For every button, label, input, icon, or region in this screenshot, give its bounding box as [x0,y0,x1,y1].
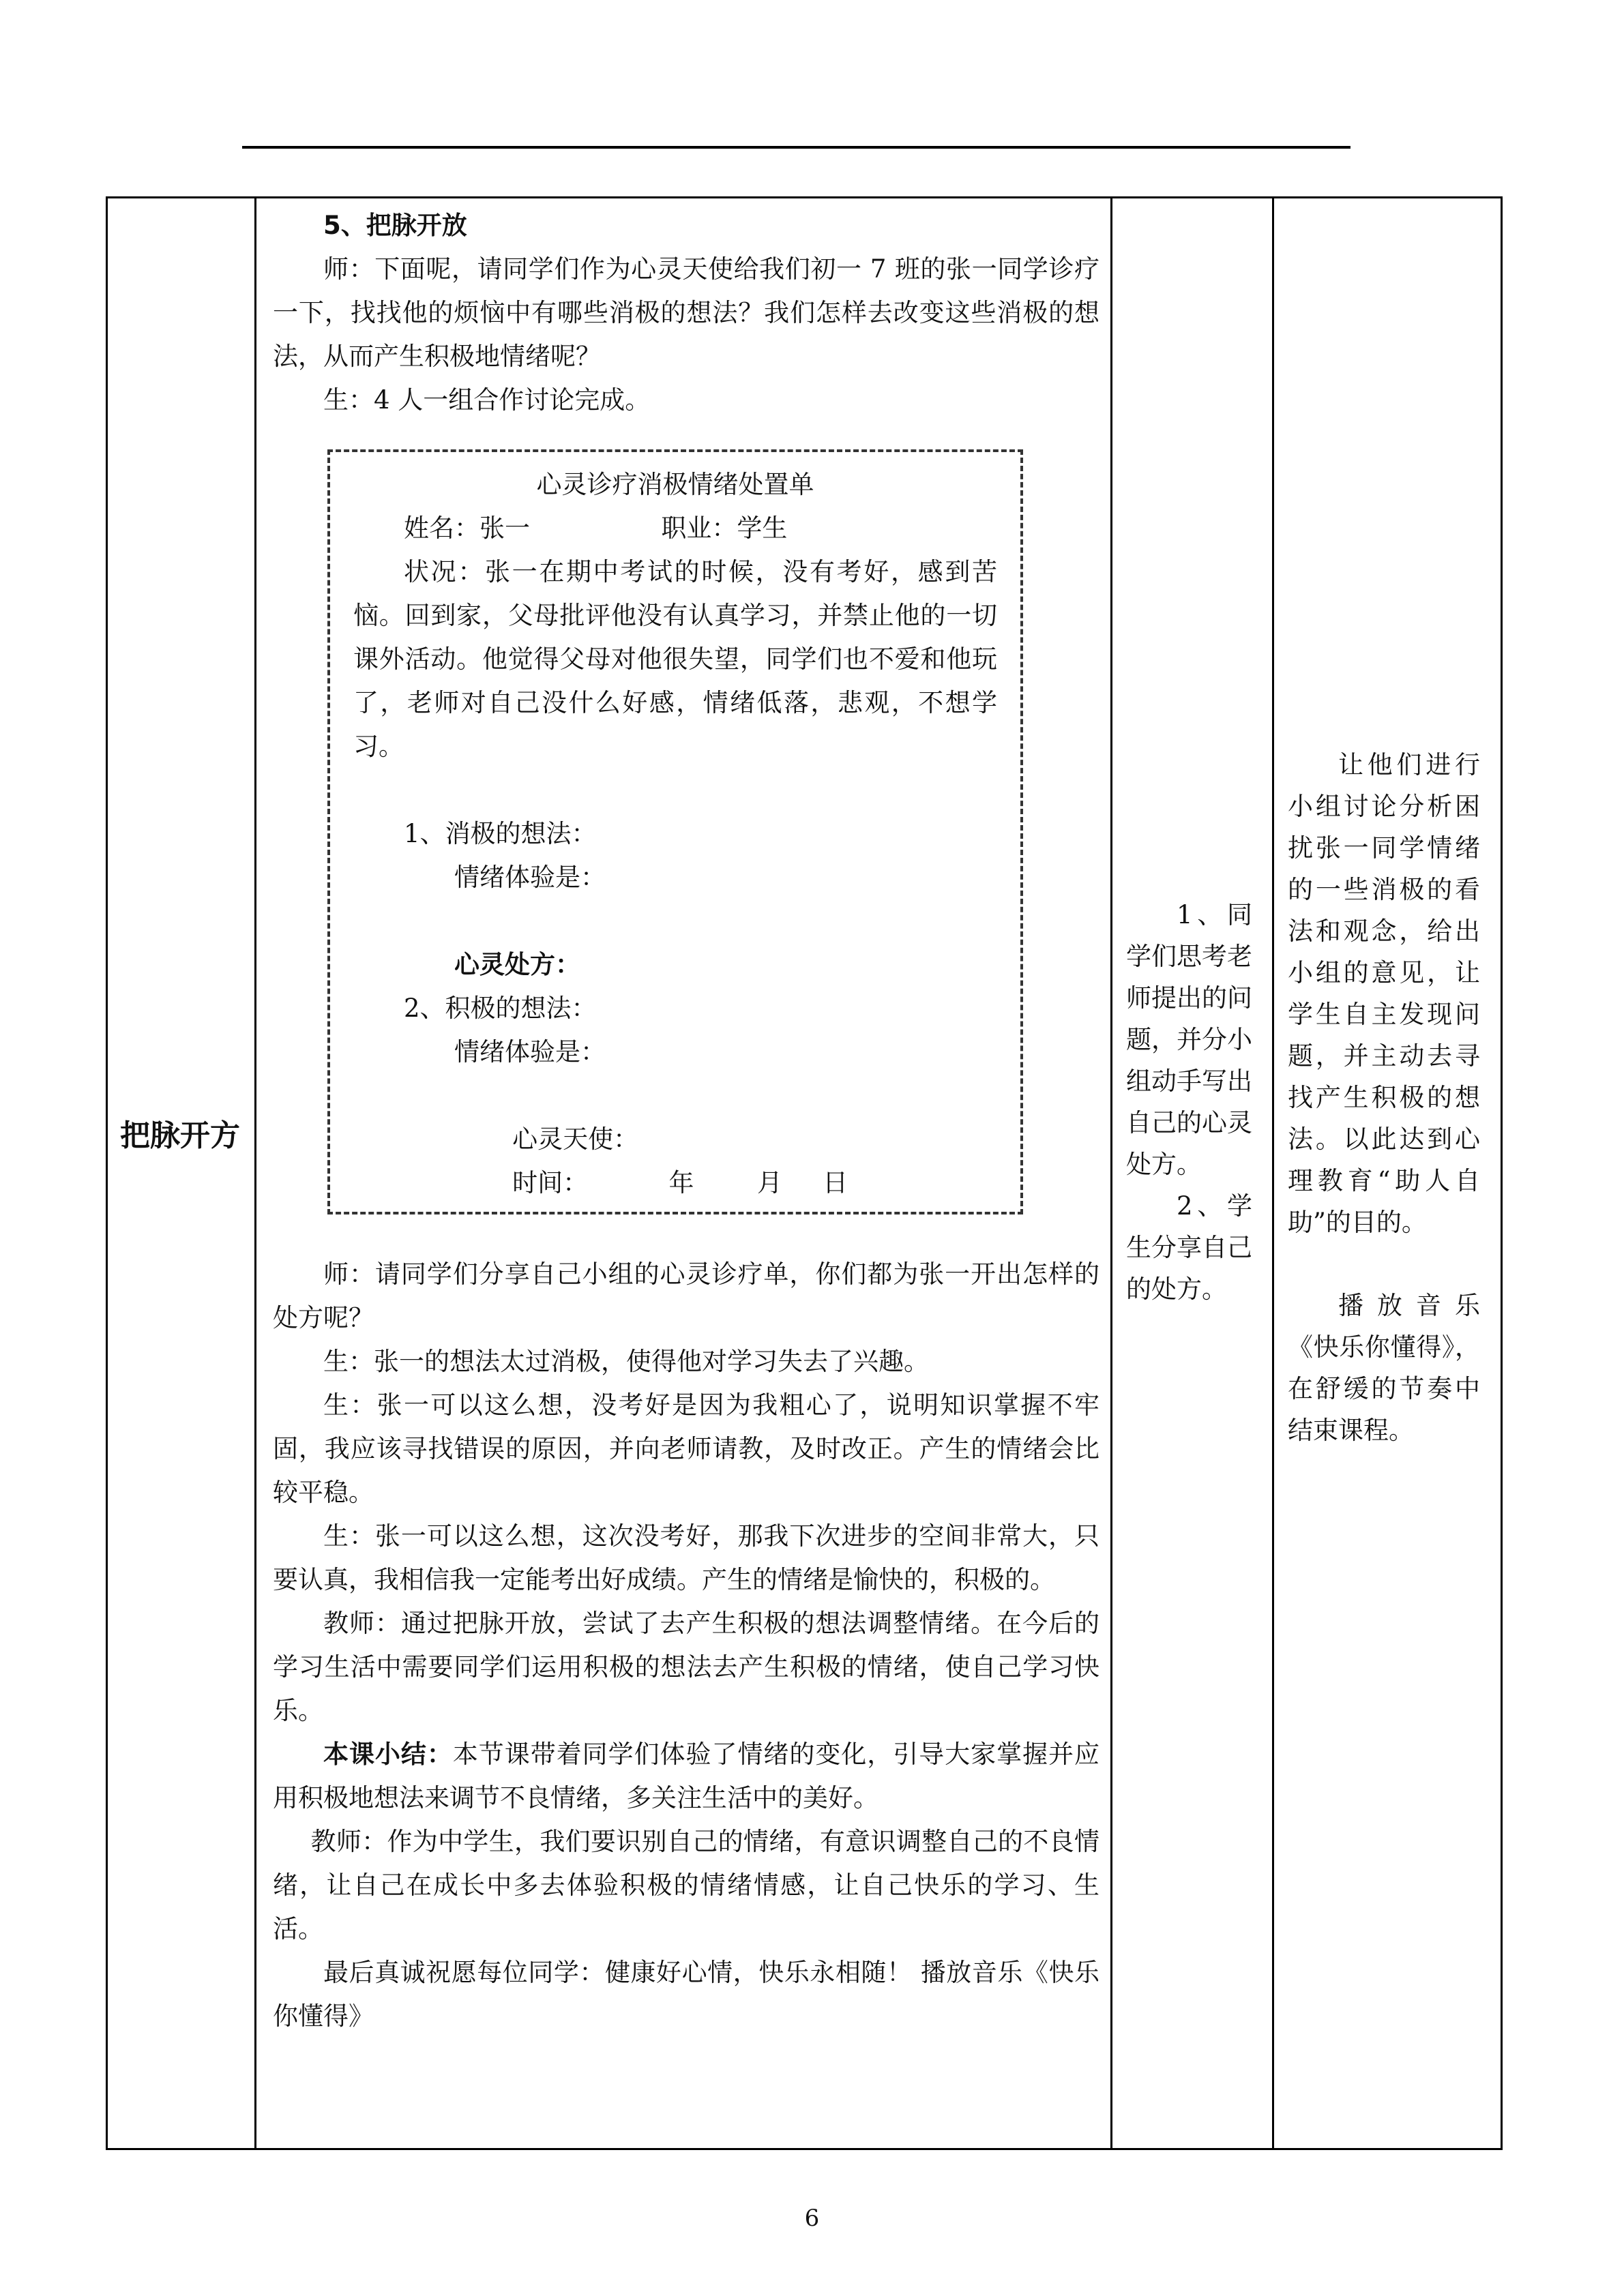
design-intent-item: 让他们进行小组讨论分析困扰张一同学情绪的一些消极的看法和观念，给出小组的意见，让学生自主发现问题，并主动去寻找产生积极的想法。以此达到心理教育“助人自助”的目的。 [1288,750,1480,1237]
paragraph: 生：张一可以这么想，这次没考好，那我下次进步的空间非常大，只要认真，我相信我一定能考出好成绩。产生的情绪是愉快的，积极的。 [273,1521,1099,1594]
paragraph: 师：下面呢，请同学们作为心灵天使给我们初一 7 班的张一同学诊疗一下，找找他的烦恼中有哪些消极的想法？我们怎样去改变这些消极的想法，从而产生积极地情绪呢？ [273,254,1099,371]
form-job: 职业：学生 [661,513,788,543]
paragraph: 生：张一可以这么想，没考好是因为我粗心了，说明知识掌握不牢固，我应该寻找错误的原因，并向老师请教，及时改正。产生的情绪会比较平稳。 [273,1390,1099,1507]
form-status: 状况：张一在期中考试的时候，没有考好，感到苦恼。回到家，父母批评他没有认真学习，并禁止他的一切课外活动。他觉得父母对他很失望，同学们也不爱和他玩了，老师对自己没什么好感，情绪低落，悲观，不想学习。 [353,557,997,761]
form-prescription: 心灵处方： [454,950,580,979]
form-q1: 1、消极的想法： [404,819,597,848]
segment-label: 把脉开方 [120,1118,240,1153]
form-name: 姓名：张一 [404,513,530,543]
form-time-row [353,1161,997,1205]
segment-column [108,198,256,2148]
design-intent [1288,744,1480,1451]
form-q2-experience: 情绪体验是： [454,1037,606,1067]
paragraph: 教师：作为中学生，我们要识别自己的情绪，有意识调整自己的不良情绪，让自己在成长中多去体验积极的情绪情感，让自己快乐的学习、生活。 [273,1827,1099,1943]
paragraph: 生：张一的想法太过消极，使得他对学习失去了兴趣。 [323,1347,929,1376]
form-q2: 2、积极的想法： [404,994,597,1023]
summary-label: 本课小结： [323,1740,453,1769]
section-heading: 5、把脉开放 [323,211,467,240]
student-activity [1126,894,1252,1310]
form-day: 日 [823,1168,848,1197]
student-activity-column [1112,198,1274,2148]
form-name-row [353,507,997,550]
summary-text: 本节课带着同学们体验了情绪的变化，引导大家掌握并应用积极地想法来调节不良情绪，多关注生活中的美好。 [273,1740,1099,1813]
page-number: 6 [804,2205,820,2232]
paragraph: 教师：通过把脉开放，尝试了去产生积极的想法调整情绪。在今后的学习生活中需要同学们运用积极的想法去产生积极的情绪，使自己学习快乐。 [273,1609,1099,1725]
student-activity-item: 1、同学们思考老师提出的问题，并分小组动手写出自己的心灵处方。 [1126,900,1252,1179]
teaching-content-column [256,198,1112,2148]
form-q1-experience: 情绪体验是： [454,863,606,892]
design-intent-column [1274,198,1503,2148]
teaching-content [273,204,1099,2038]
header-rule [242,146,1350,149]
paragraph: 生：4 人一组合作讨论完成。 [323,385,651,415]
paragraph: 最后真诚祝愿每位同学：健康好心情，快乐永相随！ 播放音乐《快乐你懂得》 [273,1958,1099,2031]
diagnosis-form [327,449,1023,1214]
summary-paragraph [273,1733,1099,1820]
design-intent-item: 播放音乐《快乐你懂得》，在舒缓的节奏中结束课程。 [1288,1291,1480,1445]
student-activity-item: 2、学生分享自己的处方。 [1126,1191,1252,1304]
paragraph: 师：请同学们分享自己小组的心灵诊疗单，你们都为张一开出怎样的处方呢？ [273,1259,1099,1332]
form-month: 月 [756,1168,782,1197]
form-title: 心灵诊疗消极情绪处置单 [536,470,814,499]
lesson-table [106,196,1503,2150]
form-time: 时间： [512,1168,589,1197]
form-year: 年 [668,1168,694,1197]
form-angel: 心灵天使： [512,1124,639,1154]
